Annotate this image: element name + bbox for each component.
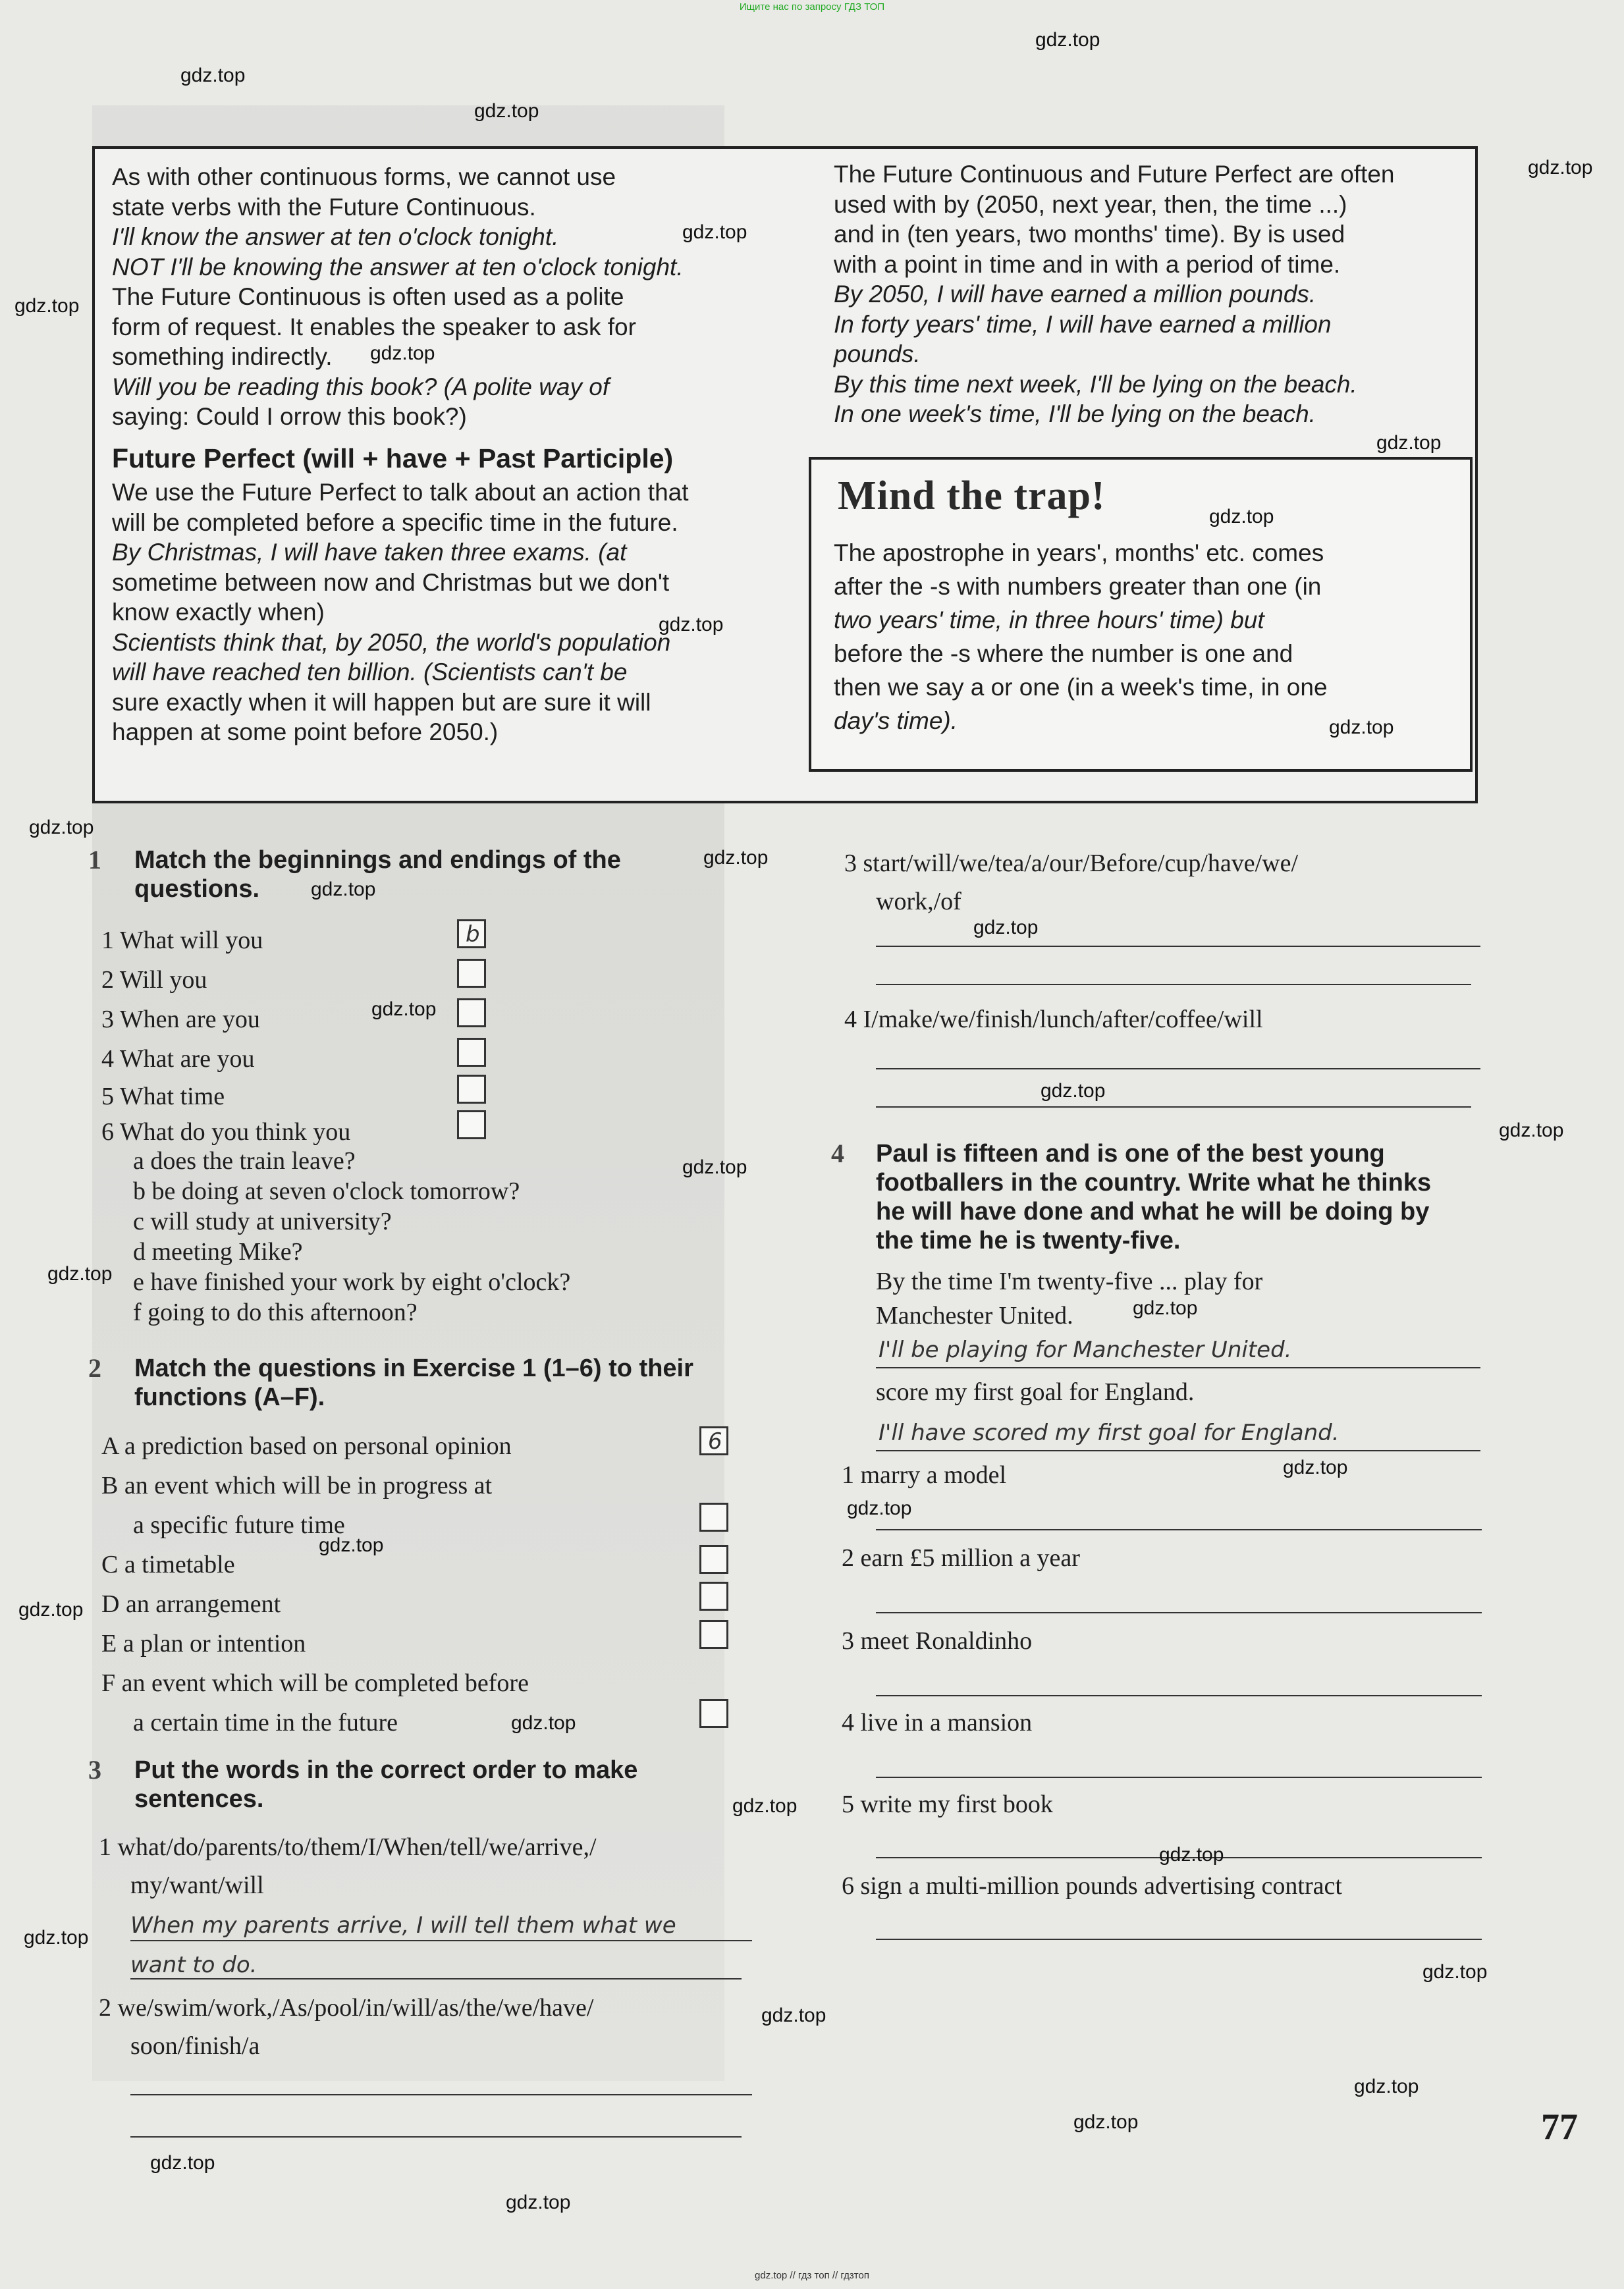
trap-line: The apostrophe in years', months' etc. comes: [834, 539, 1324, 566]
ex4-example-answer: I'll be playing for Manchester United.: [879, 1337, 1292, 1363]
function-box-d[interactable]: [699, 1582, 728, 1611]
ex3-item-1-line: my/want/will: [130, 1872, 264, 1899]
ex1-option-a: a does the train leave?: [133, 1147, 356, 1175]
watermark: gdz.top: [659, 614, 724, 635]
grammar-example: pounds.: [834, 340, 921, 367]
ex1-item-3: 3 When are you: [101, 1006, 260, 1033]
answer-line[interactable]: [876, 1529, 1482, 1530]
watermark: gdz.top: [47, 1263, 113, 1285]
answer-box-6[interactable]: [457, 1110, 486, 1139]
watermark: gdz.top: [474, 100, 539, 122]
watermark: gdz.top: [1209, 506, 1274, 527]
grammar-line: happen at some point before 2050.): [112, 718, 499, 745]
ex2-function-a: A a prediction based on personal opinion: [101, 1432, 512, 1460]
answer-line[interactable]: [876, 1695, 1482, 1696]
watermark: gdz.top: [1283, 1457, 1348, 1478]
grammar-line: will be completed before a specific time in the future.: [112, 508, 678, 536]
watermark: gdz.top: [682, 221, 747, 243]
ex1-option-b: b be doing at seven o'clock tomorrow?: [133, 1177, 520, 1205]
watermark: gdz.top: [150, 2152, 215, 2174]
ex3-item-4: 4 I/make/we/finish/lunch/after/coffee/will: [844, 1006, 1263, 1033]
function-box-f[interactable]: [699, 1699, 728, 1728]
footer-note: gdz.top // гдз топ // гдзтоп: [755, 2270, 869, 2281]
grammar-line: We use the Future Perfect to talk about an action that: [112, 479, 689, 506]
exercise-4-instruction: [876, 1139, 1431, 1255]
instruction-line: sentences.: [134, 1785, 264, 1813]
grammar-line: The Future Continuous is often used as a polite: [112, 283, 624, 310]
watermark: gdz.top: [732, 1795, 798, 1817]
watermark: gdz.top: [1159, 1844, 1224, 1866]
ex2-function-b-cont: a specific future time: [133, 1511, 345, 1539]
ex4-example2-answer: I'll have scored my first goal for England.: [879, 1420, 1340, 1446]
answer-line[interactable]: [876, 1068, 1480, 1069]
handwritten-answer: want to do.: [130, 1952, 257, 1978]
ex3-answer-1: [130, 1906, 676, 1985]
grammar-line: sure exactly when it will happen but are sure it will: [112, 688, 651, 716]
watermark: gdz.top: [1041, 1080, 1106, 1102]
grammar-left-column: [112, 162, 689, 747]
watermark: gdz.top: [1035, 29, 1100, 51]
trap-line: then we say a or one (in a week's time, in one: [834, 674, 1328, 701]
grammar-example: Will you be reading this book? (A polite way of: [112, 373, 610, 400]
ex2-function-d: D an arrangement: [101, 1590, 281, 1618]
answer-line[interactable]: [876, 946, 1480, 947]
exercise-4-number: 4: [831, 1139, 844, 1168]
answer-box-5[interactable]: [457, 1075, 486, 1104]
answer-line[interactable]: [130, 1940, 752, 1941]
watermark: gdz.top: [973, 917, 1039, 938]
answer-line[interactable]: [130, 2136, 742, 2138]
ex1-item-4: 4 What are you: [101, 1045, 255, 1073]
answer-line[interactable]: [876, 1777, 1482, 1778]
grammar-example-incorrect: NOT I'll be knowing the answer at ten o'clock tonight.: [112, 253, 684, 281]
ex4-item-4: 4 live in a mansion: [842, 1709, 1033, 1737]
exercise-1-options: [133, 1146, 570, 1328]
ex3-item-3-line: work,/of: [876, 888, 961, 915]
ex3-item-1-line: 1 what/do/parents/to/them/I/When/tell/we/arrive,/: [99, 1833, 597, 1861]
answer-line[interactable]: [876, 1612, 1482, 1613]
watermark: gdz.top: [506, 2192, 571, 2213]
answer-box-2[interactable]: [457, 959, 486, 988]
function-box-a[interactable]: [699, 1426, 728, 1455]
ex2-function-e: E a plan or intention: [101, 1630, 306, 1657]
ex3-item-3: [844, 844, 1298, 921]
ex3-item-2-line: 2 we/swim/work,/As/pool/in/will/as/the/we/have/: [99, 1994, 594, 2022]
answer-line[interactable]: [876, 1106, 1471, 1108]
example-prompt-line: Manchester United.: [876, 1302, 1073, 1330]
exercise-2-functions: [101, 1426, 529, 1742]
function-box-e[interactable]: [699, 1620, 728, 1649]
answer-line[interactable]: [876, 1939, 1482, 1940]
watermark: gdz.top: [1376, 432, 1442, 454]
ex4-item-3: 3 meet Ronaldinho: [842, 1627, 1033, 1655]
grammar-line: something indirectly.: [112, 343, 333, 370]
answer-line: [876, 1367, 1480, 1368]
watermark: gdz.top: [14, 295, 80, 317]
mind-the-trap-title: Mind the trap!: [838, 473, 1106, 518]
ex2-function-b: B an event which will be in progress at: [101, 1472, 493, 1499]
ex1-option-e: e have finished your work by eight o'clock?: [133, 1268, 571, 1296]
grammar-line: with a point in time and in with a period of time.: [834, 250, 1341, 278]
grammar-example: I'll know the answer at ten o'clock tonight.: [112, 223, 559, 250]
grammar-example: In one week's time, I'll be lying on the beach.: [834, 400, 1316, 427]
future-perfect-heading: Future Perfect (will + have + Past Participle): [112, 443, 674, 473]
grammar-example: By 2050, I will have earned a million pounds.: [834, 281, 1316, 308]
watermark: gdz.top: [682, 1156, 747, 1178]
instruction-line: Paul is fifteen and is one of the best young: [876, 1140, 1385, 1168]
ex2-function-f: F an event which will be completed before: [101, 1669, 529, 1697]
answer-box-4[interactable]: [457, 1038, 486, 1067]
watermark: gdz.top: [1329, 716, 1394, 738]
page-number: 77: [1541, 2107, 1578, 2147]
grammar-line: used with by (2050, next year, then, the time ...): [834, 190, 1347, 218]
handwritten-answer: When my parents arrive, I will tell them what we: [130, 1912, 676, 1939]
answer-box-1[interactable]: [457, 919, 486, 948]
watermark: gdz.top: [180, 65, 246, 86]
instruction-line: Match the beginnings and endings of the: [134, 846, 621, 874]
grammar-line: and in (ten years, two months' time). By is used: [834, 221, 1345, 248]
ex1-option-c: c will study at university?: [133, 1208, 392, 1235]
watermark: gdz.top: [703, 847, 769, 869]
answer-line[interactable]: [876, 984, 1471, 985]
answer-line[interactable]: [130, 2094, 752, 2095]
ex4-item-5: 5 write my first book: [842, 1791, 1053, 1818]
watermark: gdz.top: [319, 1534, 384, 1556]
exercise-3-number: 3: [88, 1755, 101, 1785]
watermark: gdz.top: [370, 342, 435, 364]
exercise-1-items-cont: [101, 1079, 350, 1150]
watermark: gdz.top: [1528, 157, 1593, 178]
grammar-line: The Future Continuous and Future Perfect are often: [834, 161, 1395, 188]
mind-the-trap-text: [834, 536, 1328, 738]
ex4-example-prompt: [876, 1264, 1262, 1333]
watermark: gdz.top: [1073, 2111, 1139, 2133]
trap-line: day's time).: [834, 707, 958, 734]
grammar-example: In forty years' time, I will have earned a million: [834, 310, 1332, 338]
grammar-right-column: [834, 159, 1395, 429]
watermark: gdz.top: [1133, 1297, 1198, 1319]
exercise-2-instruction: [134, 1354, 693, 1412]
answer-line[interactable]: [130, 1978, 742, 1979]
grammar-example: will have reached ten billion. (Scientists can't be: [112, 659, 628, 686]
watermark: gdz.top: [1354, 2076, 1419, 2097]
instruction-line: the time he is twenty-five.: [876, 1227, 1181, 1254]
answer-line: [876, 1450, 1480, 1451]
answer-box-3[interactable]: [457, 998, 486, 1027]
watermark: gdz.top: [18, 1599, 84, 1621]
grammar-line: know exactly when): [112, 599, 325, 626]
ex3-item-1: [99, 1828, 597, 1904]
watermark: gdz.top: [29, 817, 94, 838]
answer-box-1-value: b: [466, 921, 480, 948]
function-box-b[interactable]: [699, 1503, 728, 1532]
ex1-item-5: 5 What time: [101, 1083, 225, 1110]
ex4-example2-prompt: score my first goal for England.: [876, 1378, 1195, 1406]
ex1-item-1: 1 What will you: [101, 927, 263, 954]
watermark: gdz.top: [847, 1497, 912, 1519]
grammar-example: By Christmas, I will have taken three exams. (at: [112, 539, 627, 566]
instruction-line: Put the words in the correct order to make: [134, 1756, 638, 1784]
ex1-option-f: f going to do this afternoon?: [133, 1299, 418, 1326]
ex2-function-c: C a timetable: [101, 1551, 235, 1578]
ex3-item-2-line: soon/finish/a: [130, 2032, 260, 2060]
trap-line: after the -s with numbers greater than one (in: [834, 573, 1322, 600]
instruction-line: questions.: [134, 875, 260, 903]
watermark: gdz.top: [511, 1712, 576, 1734]
ex3-item-2: [99, 1989, 593, 2065]
instruction-line: footballers in the country. Write what he thinks: [876, 1169, 1432, 1197]
trap-line: before the -s where the number is one and: [834, 640, 1293, 667]
instruction-line: Match the questions in Exercise 1 (1–6) to their: [134, 1355, 693, 1382]
watermark: gdz.top: [311, 878, 376, 900]
ex4-item-1: 1 marry a model: [842, 1461, 1007, 1489]
instruction-line: functions (A–F).: [134, 1384, 325, 1411]
ex2-function-f-cont: a certain time in the future: [133, 1709, 398, 1737]
exercise-1-number: 1: [88, 845, 101, 875]
exercise-1-instruction: [134, 846, 621, 903]
grammar-line: As with other continuous forms, we cannot use: [112, 163, 616, 190]
ex1-item-6: 6 What do you think you: [101, 1118, 351, 1146]
watermark: gdz.top: [24, 1927, 89, 1949]
watermark: gdz.top: [371, 998, 437, 1020]
function-box-a-value: 6: [708, 1428, 722, 1455]
ex1-option-d: d meeting Mike?: [133, 1238, 303, 1266]
exercise-3-instruction: [134, 1756, 637, 1814]
trap-line: two years' time, in three hours' time) but: [834, 606, 1264, 633]
grammar-line: sometime between now and Christmas but we don't: [112, 568, 670, 596]
function-box-c[interactable]: [699, 1545, 728, 1574]
watermark: gdz.top: [761, 2005, 826, 2026]
watermark: gdz.top: [1499, 1119, 1564, 1141]
ex4-item-6: 6 sign a multi-million pounds advertising contract: [842, 1872, 1342, 1900]
ex3-item-3-line: 3 start/will/we/tea/a/our/Before/cup/have/we/: [844, 849, 1299, 877]
ex4-item-2: 2 earn £5 million a year: [842, 1544, 1080, 1572]
grammar-example: Scientists think that, by 2050, the world's population: [112, 628, 671, 656]
exercise-1-items: [101, 921, 263, 1079]
grammar-example: By this time next week, I'll be lying on the beach.: [834, 370, 1357, 398]
grammar-line: form of request. It enables the speaker to ask for: [112, 313, 636, 340]
watermark: gdz.top: [1422, 1961, 1488, 1983]
exercise-2-number: 2: [88, 1353, 101, 1383]
ex1-item-2: 2 Will you: [101, 966, 207, 994]
grammar-line: saying: Could I orrow this book?): [112, 403, 467, 430]
instruction-line: he will have done and what he will be doing by: [876, 1198, 1430, 1225]
header-note: Ищите нас по запросу ГДЗ ТОП: [739, 1, 885, 13]
example-prompt-line: By the time I'm twenty-five ... play for: [876, 1268, 1263, 1295]
grammar-line: state verbs with the Future Continuous.: [112, 193, 536, 221]
